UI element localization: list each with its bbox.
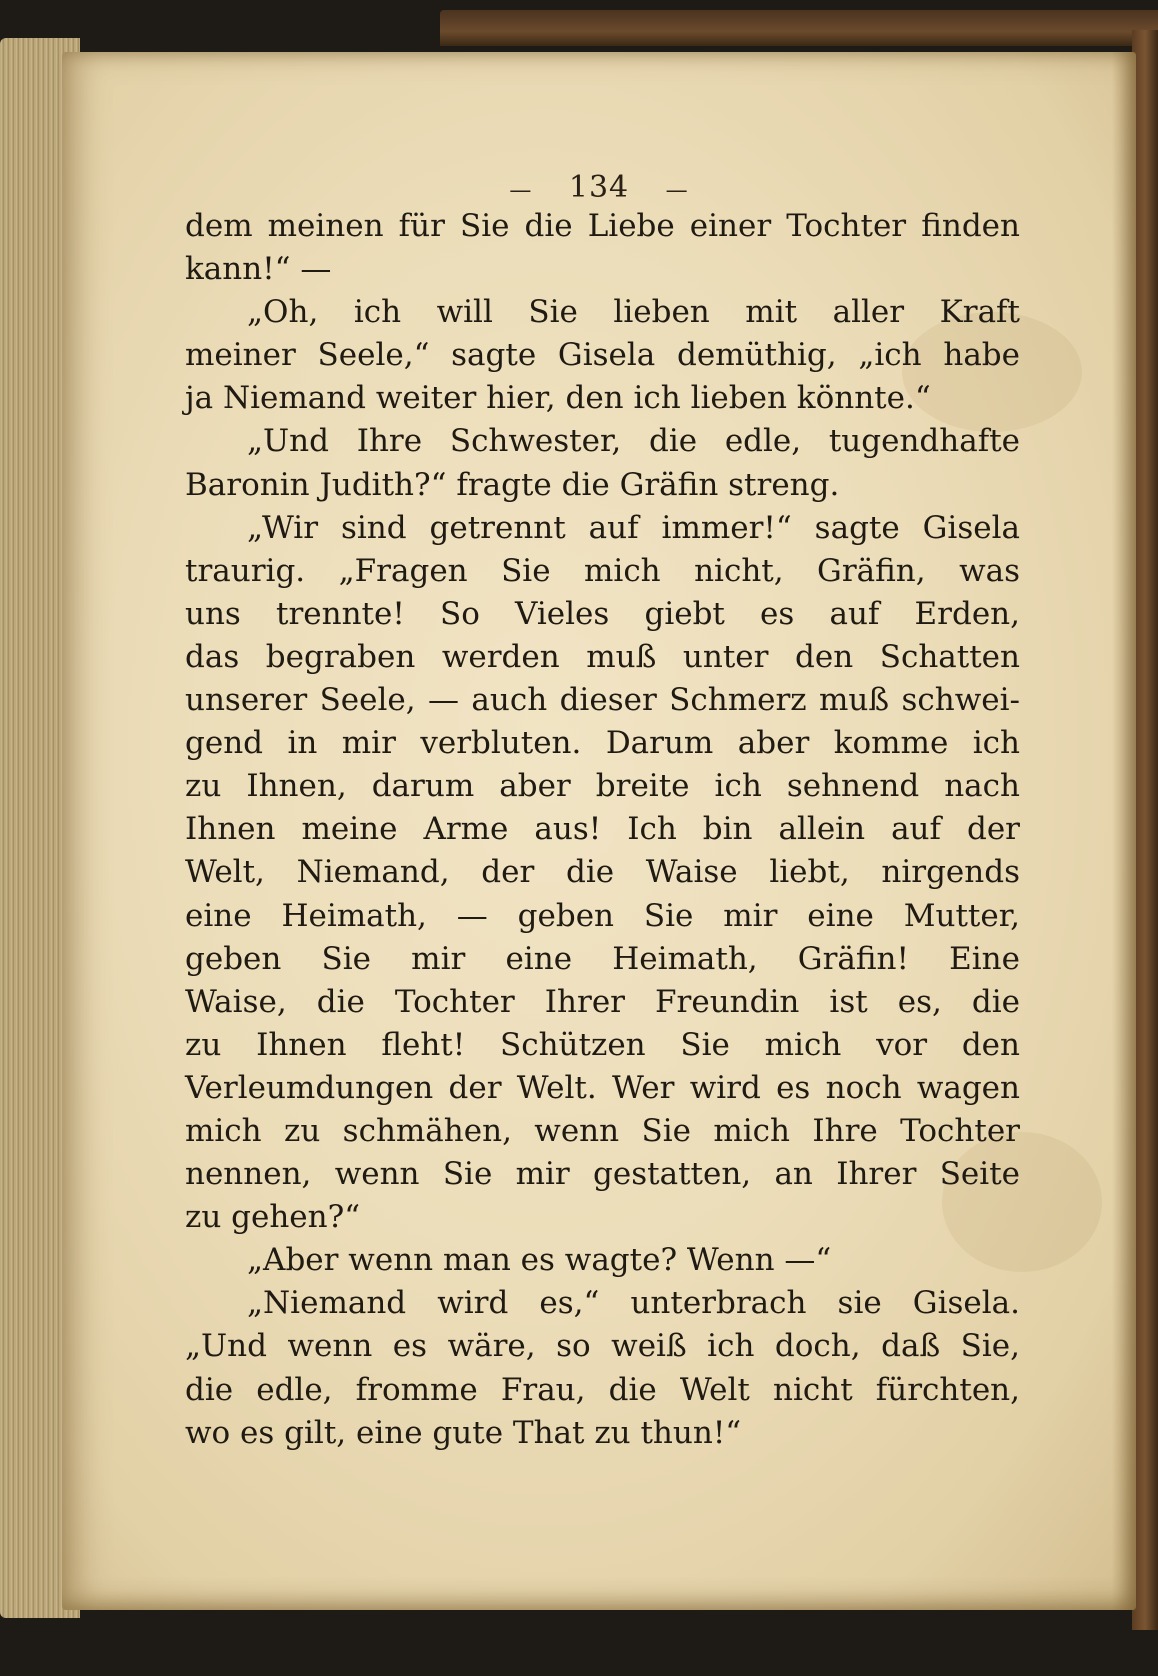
text-line: „Niemand wird es,“ unterbrach sie Gisela. <box>247 1285 1020 1322</box>
text-line: zu gehen?“ <box>185 1199 361 1236</box>
text-line: gend in mir verbluten. Darum aber komme ich <box>185 725 1020 762</box>
body-text <box>185 205 1020 1455</box>
text-line: uns trennte! So Vieles giebt es auf Erden, <box>185 595 1020 632</box>
text-line: traurig. „Fragen Sie mich nicht, Gräfin, was <box>185 552 1020 589</box>
text-line: ja Niemand weiter hier, den ich lieben könnte.“ <box>185 380 931 417</box>
text-line: das begraben werden muß unter den Schatten <box>185 638 1020 675</box>
text-line: Ihnen meine Arme aus! Ich bin allein auf der <box>185 811 1020 848</box>
page-number: 134 <box>568 170 630 205</box>
text-line: dem meinen für Sie die Liebe einer Tochter finden <box>185 208 1020 244</box>
text-line: Baronin Judith?“ fragte die Gräfin streng. <box>185 466 840 503</box>
text-line: Welt, Niemand, der die Waise liebt, nirgends <box>185 854 1020 891</box>
text-line: Waise, die Tochter Ihrer Freundin ist es, die <box>185 983 1020 1020</box>
text-line: meiner Seele,“ sagte Gisela demüthig, „ich habe <box>185 337 1020 374</box>
text-line: die edle, fromme Frau, die Welt nicht fürchten, <box>185 1371 1020 1408</box>
header-dash-left: — <box>509 178 533 203</box>
text-line: „Und Ihre Schwester, die edle, tugendhafte <box>247 423 1020 460</box>
page-gutter <box>1112 52 1136 1610</box>
text-line: „Wir sind getrennt auf immer!“ sagte Gisela <box>247 509 1020 546</box>
text-line: unserer Seele, — auch dieser Schmerz muß schwei- <box>185 682 1020 719</box>
text-line: kann!“ — <box>185 251 332 288</box>
text-line: eine Heimath, — geben Sie mir eine Mutter, <box>185 897 1020 934</box>
text-line: mich zu schmähen, wenn Sie mich Ihre Tochter <box>185 1112 1020 1149</box>
text-line: zu Ihnen, darum aber breite ich sehnend nach <box>185 768 1020 805</box>
text-line: geben Sie mir eine Heimath, Gräfin! Eine <box>185 940 1020 977</box>
book-cover-top <box>440 10 1158 46</box>
text-line: „Aber wenn man es wagte? Wenn —“ <box>247 1242 832 1279</box>
page-header <box>62 170 1136 205</box>
text-line: „Oh, ich will Sie lieben mit aller Kraft <box>247 294 1020 331</box>
text-line: „Und wenn es wäre, so weiß ich doch, daß Sie, <box>185 1328 1020 1365</box>
text-line: zu Ihnen fleht! Schützen Sie mich vor den <box>185 1026 1020 1063</box>
text-line: wo es gilt, eine gute That zu thun!“ <box>185 1414 742 1451</box>
text-line: nennen, wenn Sie mir gestatten, an Ihrer Seite <box>185 1156 1020 1193</box>
text-line: Verleumdungen der Welt. Wer wird es noch wagen <box>185 1069 1020 1106</box>
header-dash-right: — <box>665 178 689 203</box>
